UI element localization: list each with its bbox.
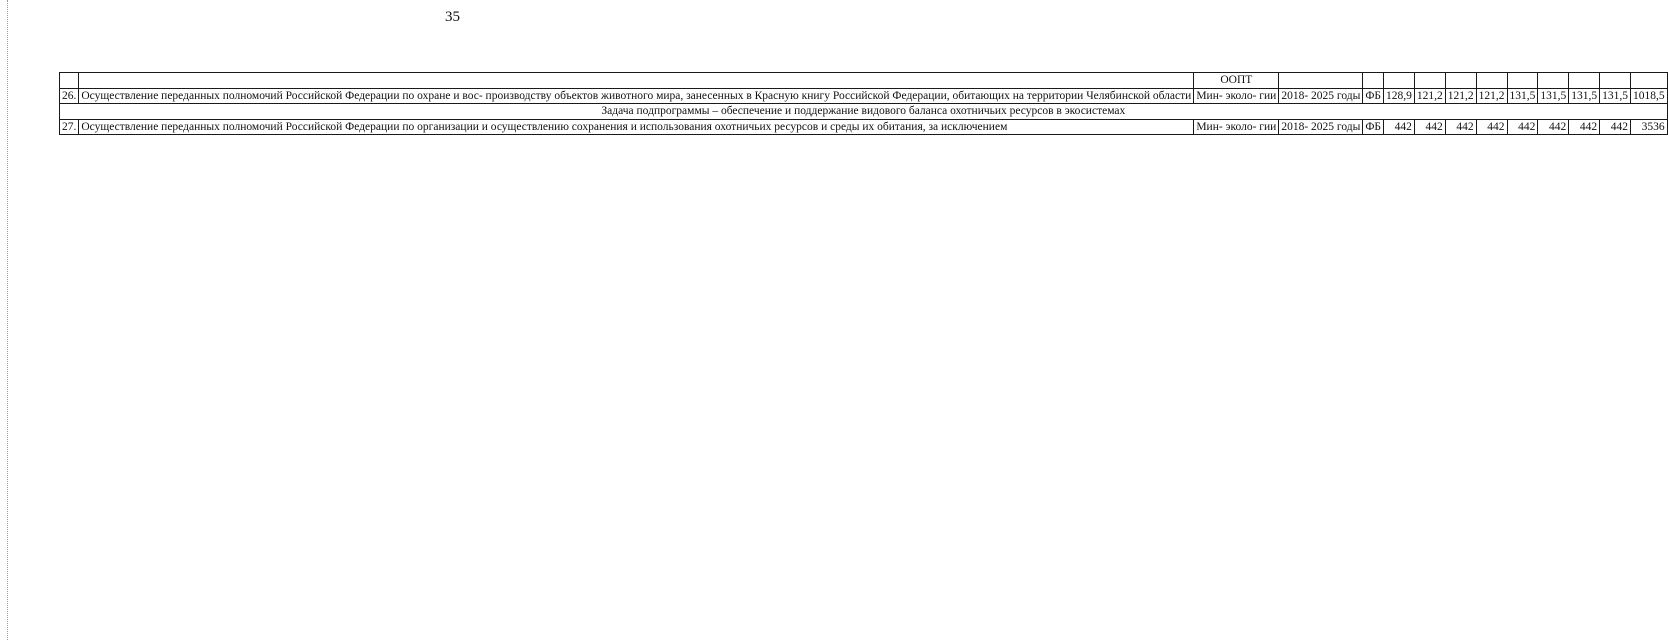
- value-cell-2025: 131,5: [1600, 88, 1631, 104]
- executor-cell: Мин- эколо- гии: [1194, 88, 1279, 104]
- row-number-cell: 26.: [60, 88, 79, 104]
- value-cell-2019: 442: [1414, 119, 1445, 135]
- period-cell: 2018- 2025 годы: [1279, 119, 1363, 135]
- funding-source-cell: ФБ: [1363, 88, 1384, 104]
- executor-tail-cell: ООПТ: [1194, 73, 1279, 89]
- value-cell-2023: 131,5: [1538, 88, 1569, 104]
- value-cell-2024: 442: [1569, 119, 1600, 135]
- page-edge-rule: [7, 0, 8, 640]
- total-cell: 1018,5: [1631, 88, 1668, 104]
- cell-empty: [1363, 73, 1384, 89]
- page-number: 35: [445, 9, 460, 25]
- cell-empty: [79, 73, 1194, 89]
- total-cell: 3536: [1631, 119, 1668, 135]
- cell-empty: [60, 73, 79, 89]
- cell-empty: [1538, 73, 1569, 89]
- value-cell-2022: 131,5: [1507, 88, 1538, 104]
- value-cell-2020: 442: [1445, 119, 1476, 135]
- cell-empty: [1569, 73, 1600, 89]
- value-cell-2019: 121,2: [1414, 88, 1445, 104]
- value-cell-2021: 442: [1476, 119, 1507, 135]
- value-cell-2024: 131,5: [1569, 88, 1600, 104]
- value-cell-2022: 442: [1507, 119, 1538, 135]
- cell-empty: [1600, 73, 1631, 89]
- executor-cell: Мин- эколо- гии: [1194, 119, 1279, 135]
- task-heading-row: [60, 104, 1668, 120]
- cell-empty: [1414, 73, 1445, 89]
- cell-empty: [1507, 73, 1538, 89]
- value-cell-2018: 442: [1384, 119, 1415, 135]
- activity-name-cell: Осуществление переданных полномочий Российской Федерации по организации и осуществлению сохранения и использования охотничьих ресурсов и среды их обитания, за исключением: [79, 119, 1194, 135]
- budget-table: [59, 72, 1668, 135]
- cell-empty: [1631, 73, 1668, 89]
- period-cell: 2018- 2025 годы: [1279, 88, 1363, 104]
- cell-empty: [1279, 73, 1363, 89]
- table-top-row: [60, 73, 1668, 89]
- cell-empty: [1384, 73, 1415, 89]
- value-cell-2020: 121,2: [1445, 88, 1476, 104]
- funding-source-cell: ФБ: [1363, 119, 1384, 135]
- value-cell-2023: 442: [1538, 119, 1569, 135]
- row-number-cell: 27.: [60, 119, 79, 135]
- table-row: [60, 119, 1668, 135]
- cell-empty: [1476, 73, 1507, 89]
- activity-name-cell: Осуществлениe переданных полномочий Российской Федерации по охране и вос- производству объектов животного мира, занесенных в Красную книгу Российской Федерации, обитающих на территории Челябинской области: [79, 88, 1194, 104]
- cell-empty: [1445, 73, 1476, 89]
- table-row: [60, 88, 1668, 104]
- value-cell-2021: 121,2: [1476, 88, 1507, 104]
- task-heading: Задача подпрограммы – обеспечение и поддержание видового баланса охотничьих ресурсов в экосистемах: [60, 104, 1668, 120]
- value-cell-2018: 128,9: [1384, 88, 1415, 104]
- value-cell-2025: 442: [1600, 119, 1631, 135]
